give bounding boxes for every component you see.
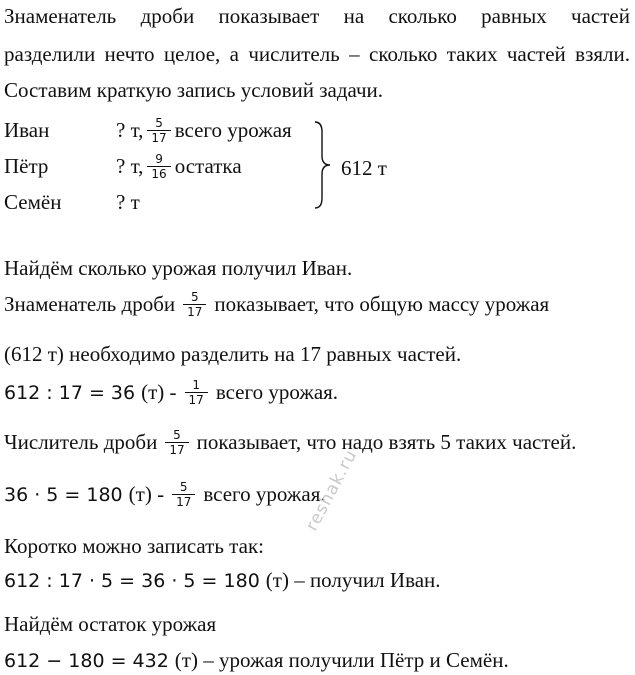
fraction-numerator: 1 (192, 378, 200, 392)
text: (т) – урожая получили Пётр и Семён. (174, 648, 509, 672)
fraction (149, 152, 168, 181)
equation-1 (4, 378, 338, 407)
unit: (т) - (128, 482, 165, 506)
watermark: reshak.ru (302, 446, 362, 535)
condition-question: ? т, (116, 118, 144, 142)
solution-step-5: Коротко можно записать так: (4, 534, 264, 558)
condition-name: Семён (4, 190, 62, 214)
text: показывает, что надо взять 5 таких частей. (196, 430, 577, 454)
condition-row-ivan (4, 116, 292, 145)
text: всего урожая. (203, 482, 326, 506)
curly-brace-icon (313, 120, 333, 210)
intro-line-1: Знаменатель дроби показывает на сколько равных частей (4, 4, 630, 28)
unit: (т) - (141, 380, 177, 404)
solution-step-3: (612 т) необходимо разделить на 17 равных частей. (4, 342, 462, 366)
equation-text: 36 · 5 = 180 (4, 483, 123, 506)
text: Знаменатель дроби (4, 292, 176, 316)
fraction-denominator: 17 (151, 131, 167, 145)
text: (т) – получил Иван. (265, 568, 441, 592)
text: Числитель дроби (4, 430, 158, 454)
fraction-numerator: 5 (179, 480, 188, 494)
solution-step-4 (4, 428, 576, 457)
equation-text: 612 : 17 = 36 (4, 381, 136, 404)
fraction-denominator: 17 (176, 495, 192, 509)
condition-tail: остатка (174, 154, 242, 178)
condition-tail: всего урожая (174, 118, 292, 142)
fraction (187, 378, 206, 407)
condition-row-petr (4, 152, 242, 181)
fraction (167, 428, 186, 457)
fraction (149, 116, 168, 145)
condition-total: 612 т (341, 156, 387, 180)
condition-name: Иван (4, 118, 50, 142)
equation-2 (4, 480, 326, 509)
intro-line-2: разделили нечто целое, а числитель – сколько таких частей взяли. (4, 42, 630, 66)
condition-question: ? т, (116, 154, 144, 178)
fraction-denominator: 17 (188, 393, 204, 407)
condition-name: Пётр (4, 154, 49, 178)
solution-step-2 (4, 290, 549, 319)
fraction-numerator: 5 (173, 428, 181, 442)
intro-line-3: Составим краткую запись условий задачи. (4, 78, 384, 102)
text: всего урожая. (215, 380, 339, 404)
fraction-denominator: 17 (169, 443, 185, 457)
equation-4 (4, 648, 509, 673)
fraction (185, 290, 204, 319)
equation-text: 612 : 17 · 5 = 36 · 5 = 180 (4, 569, 260, 592)
fraction-denominator: 17 (187, 305, 203, 319)
equation-3 (4, 568, 441, 593)
text: показывает, что общую массу урожая (214, 292, 550, 316)
fraction-numerator: 5 (155, 116, 163, 130)
solution-step-6: Найдём остаток урожая (4, 612, 217, 636)
fraction-numerator: 5 (190, 290, 199, 304)
condition-question: ? т (116, 190, 140, 214)
fraction-denominator: 16 (151, 167, 167, 181)
solution-step-1: Найдём сколько урожая получил Иван. (4, 256, 353, 280)
condition-row-semen (4, 190, 140, 215)
fraction (174, 480, 193, 509)
equation-text: 612 − 180 = 432 (4, 649, 169, 672)
fraction-numerator: 9 (155, 152, 163, 166)
